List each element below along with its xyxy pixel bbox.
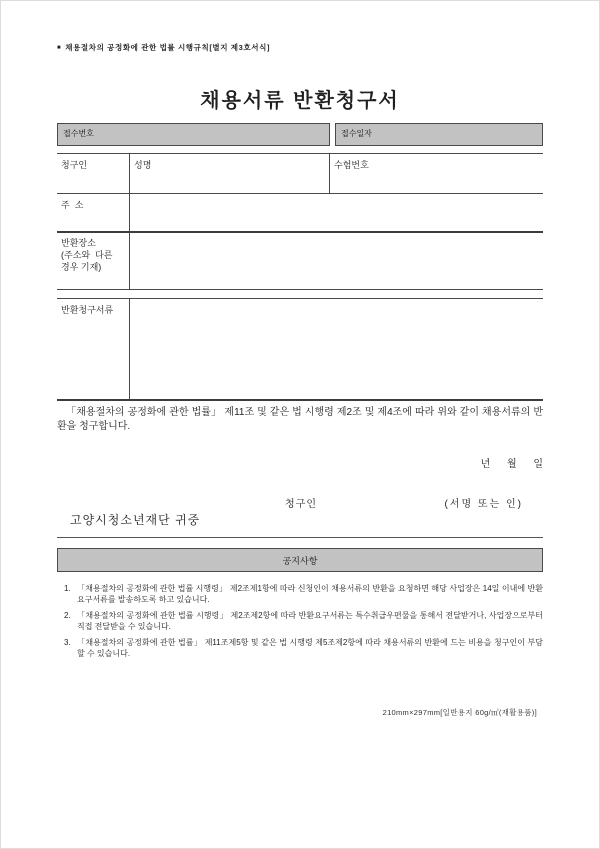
address-field-cell <box>130 194 543 231</box>
return-place-label-line: 경우 기재) <box>61 262 102 272</box>
notice-item-number: 3. <box>64 638 71 647</box>
notice-item-text: 「채용절차의 공정화에 관한 법률 시행령」 제2조제2항에 따라 반환요구서류는 특수취급우편물을 통해서 전달받거나, 사업장으로부터 직접 전달받을 수 있습니다. <box>77 611 543 631</box>
notice-item-text: 「채용절차의 공정화에 관한 법률 시행령」 제2조제1항에 따라 신청인이 채용서류의 반환을 요청하면 해당 사업장은 14일 이내에 반환요구서류를 발송하도록 하고 있습니다. <box>77 584 543 604</box>
requested-documents-field-cell <box>130 299 543 399</box>
receipt-number-cell <box>57 123 330 146</box>
notice-list <box>57 584 543 665</box>
square-bullet-icon: ■ <box>57 45 62 51</box>
recipient-line: 고양시청소년재단 귀중 <box>70 513 201 527</box>
return-place-label-line: (주소와 다른 <box>61 250 113 260</box>
receipt-date-cell <box>335 123 543 146</box>
notice-item <box>57 611 543 632</box>
notice-item <box>57 584 543 605</box>
notice-item-number: 2. <box>64 611 71 620</box>
receipt-number-label: 접수번호 <box>63 129 94 138</box>
address-label-cell: 주 소 <box>57 194 130 231</box>
applicant-label-cell: 청구인 <box>57 154 130 193</box>
applicant-table <box>57 153 543 290</box>
requested-documents-table <box>57 298 543 401</box>
form-reference-text: 채용절차의 공정화에 관한 법률 시행규칙[별지 제3호서식] <box>65 43 271 52</box>
requested-documents-label-cell: 반환청구서류 <box>57 299 130 399</box>
name-field-cell <box>130 154 330 193</box>
declaration-text: 「채용절차의 공정화에 관한 법률」 제11조 및 같은 법 시행령 제2조 및 제4조에 따라 위와 같이 채용서류의 반환을 청구합니다. <box>57 407 543 432</box>
return-place-label-cell <box>57 233 130 289</box>
section-divider <box>57 537 543 538</box>
exam-number-field-cell <box>330 154 543 193</box>
form-reference <box>57 42 270 53</box>
return-place-row <box>57 233 543 290</box>
notice-item <box>57 638 543 659</box>
notice-header-bar <box>57 548 543 572</box>
receipt-header-row <box>57 123 543 146</box>
return-place-field-cell <box>130 233 543 289</box>
exam-number-label: 수험번호 <box>334 160 369 170</box>
date-line: 년 월 일 <box>480 459 543 470</box>
name-label: 성명 <box>134 160 152 170</box>
notice-title: 공지사항 <box>282 555 318 566</box>
signer-label: 청구인 <box>285 499 317 510</box>
applicant-row <box>57 154 543 194</box>
receipt-date-label: 접수일자 <box>341 129 372 138</box>
notice-item-number: 1. <box>64 584 71 593</box>
notice-item-text: 「채용절차의 공정화에 관한 법률」 제11조제5항 및 같은 법 시행령 제5조제2항에 따라 채용서류의 반환에 드는 비용을 청구인이 부담할 수 있습니다. <box>77 638 543 658</box>
return-place-label-line: 반환장소 <box>61 238 96 248</box>
page-title: 채용서류 반환청구서 <box>200 90 400 112</box>
signature-note: (서명 또는 인) <box>444 499 523 510</box>
address-row <box>57 194 543 233</box>
paper-spec: 210mm×297mm[일반용지 60g/㎡(재활용품)] <box>382 708 537 717</box>
